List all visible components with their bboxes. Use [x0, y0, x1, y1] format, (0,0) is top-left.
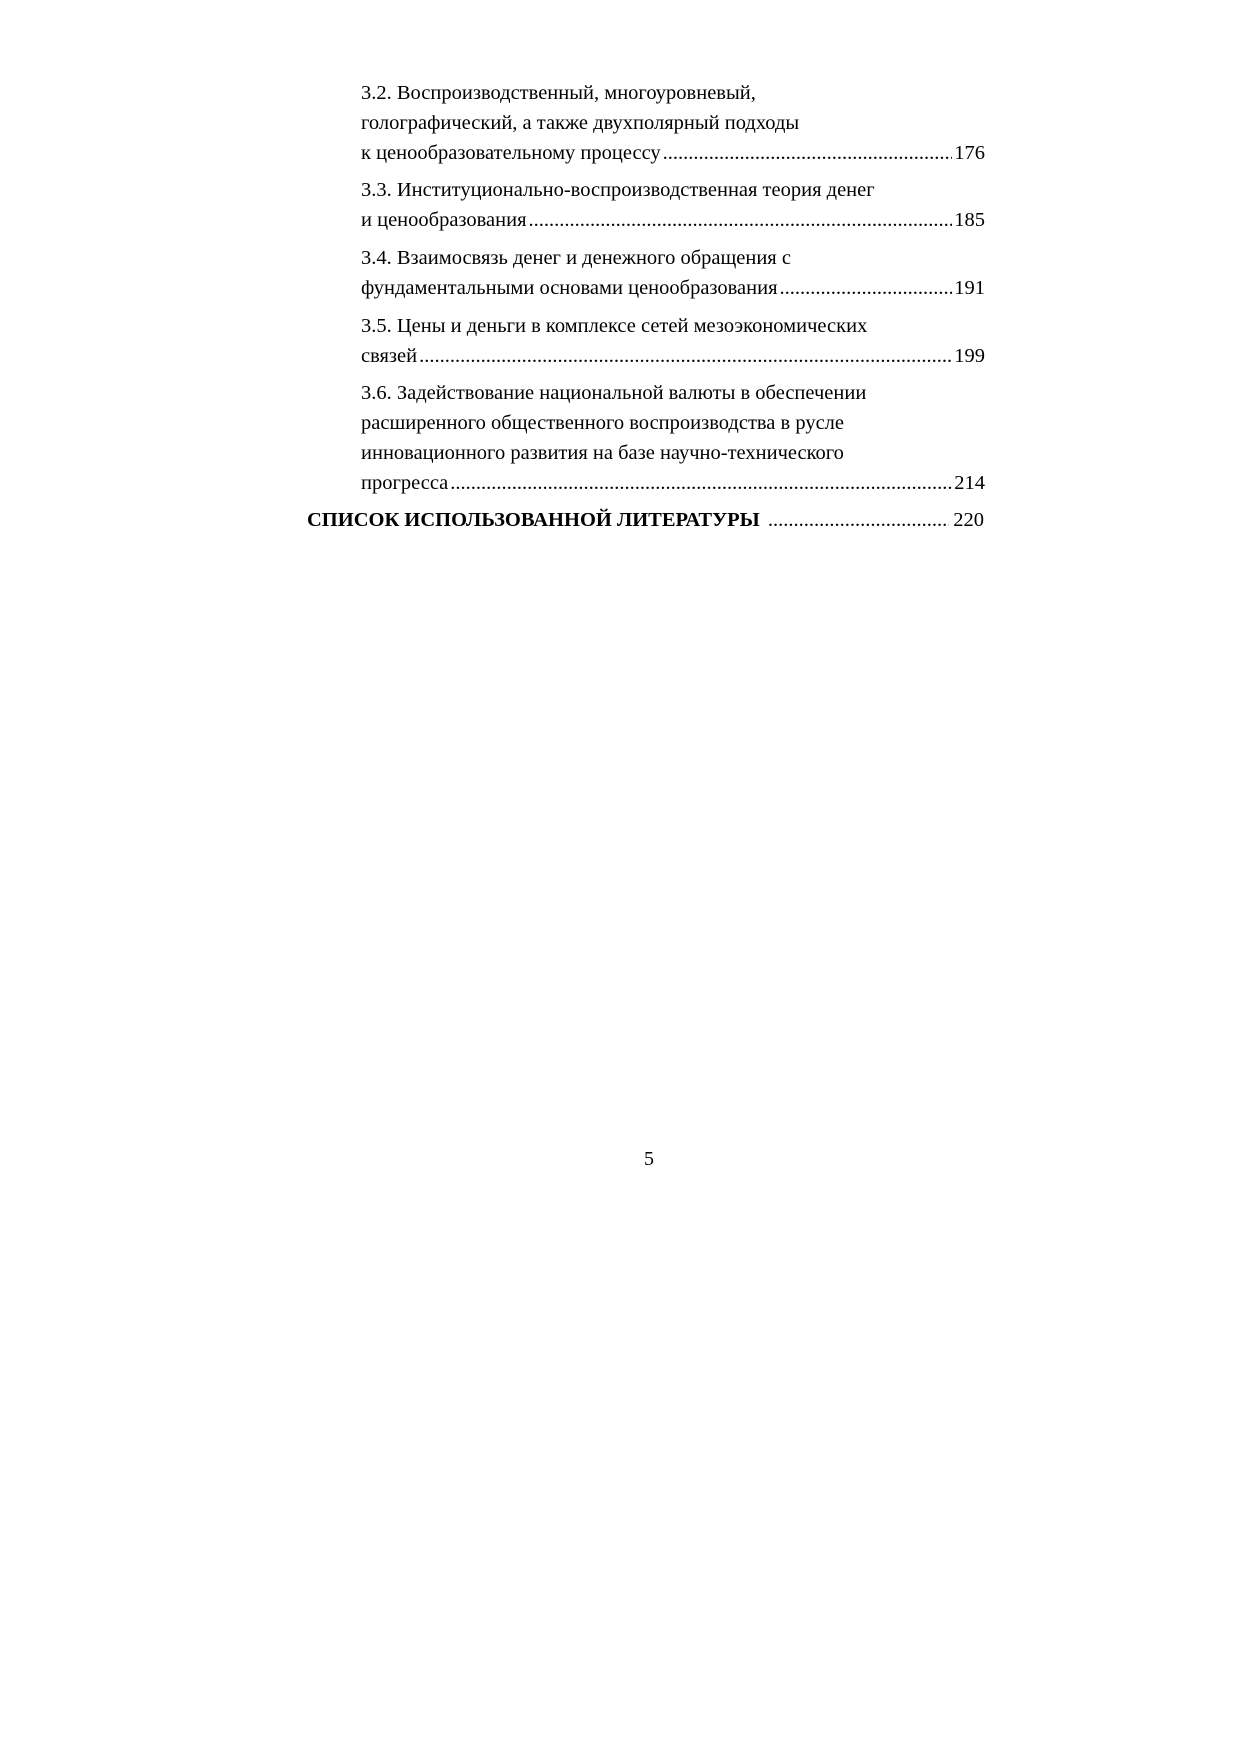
toc-entry-3-5	[361, 311, 985, 371]
toc-entry-line: 3.5. Цены и деньги в комплексе сетей мезоэкономических	[361, 315, 868, 337]
toc-page-number: 191	[954, 277, 985, 299]
dot-leader	[450, 468, 952, 498]
toc-entry-line: расширенного общественного воспроизводства в русле	[361, 412, 844, 434]
toc-entry-3-3	[361, 175, 985, 235]
toc-entry-text: к ценообразовательному процессу	[361, 142, 661, 164]
toc-entry-text: фундаментальными основами ценообразования	[361, 277, 778, 299]
toc-page-number: 220	[953, 509, 984, 531]
dot-leader	[419, 341, 952, 371]
toc-entry-last-line	[361, 205, 985, 235]
toc-entry-line: голографический, а также двухполярный подходы	[361, 112, 800, 134]
bibliography-heading: СПИСОК ИСПОЛЬЗОВАННОЙ ЛИТЕРАТУРЫ	[307, 509, 760, 531]
dot-leader	[529, 205, 953, 235]
toc-page-number: 199	[954, 345, 985, 367]
toc-entry-line: инновационного развития на базе научно-технического	[361, 442, 844, 464]
toc-page-number: 214	[954, 472, 985, 494]
page-number: 5	[644, 1148, 654, 1170]
toc-entry-3-6	[361, 378, 985, 498]
toc-page-number: 185	[954, 209, 985, 231]
toc-entry-line: 3.6. Задействование национальной валюты в обеспечении	[361, 382, 867, 404]
toc-entry-line: 3.3. Институционально-воспроизводственная теория денег	[361, 179, 875, 201]
dot-leader	[663, 138, 953, 168]
toc-entry-3-2	[361, 78, 985, 168]
toc-entry-last-line	[361, 341, 985, 371]
toc-entry-last-line	[361, 273, 985, 303]
dot-leader	[768, 505, 949, 535]
toc-entry-line: 3.4. Взаимосвязь денег и денежного обращения с	[361, 247, 791, 269]
toc-page-number: 176	[954, 142, 985, 164]
toc-entry-text: прогресса	[361, 472, 449, 494]
toc-entry-last-line	[361, 468, 985, 498]
dot-leader	[780, 273, 953, 303]
toc-entry-text: связей	[361, 345, 418, 367]
toc-entry-bibliography	[307, 505, 984, 535]
toc-entry-text: и ценообразования	[361, 209, 527, 231]
toc-entry-line: 3.2. Воспроизводственный, многоуровневый,	[361, 82, 756, 104]
toc-entry-last-line	[361, 138, 985, 168]
toc-entry-3-4	[361, 243, 985, 303]
